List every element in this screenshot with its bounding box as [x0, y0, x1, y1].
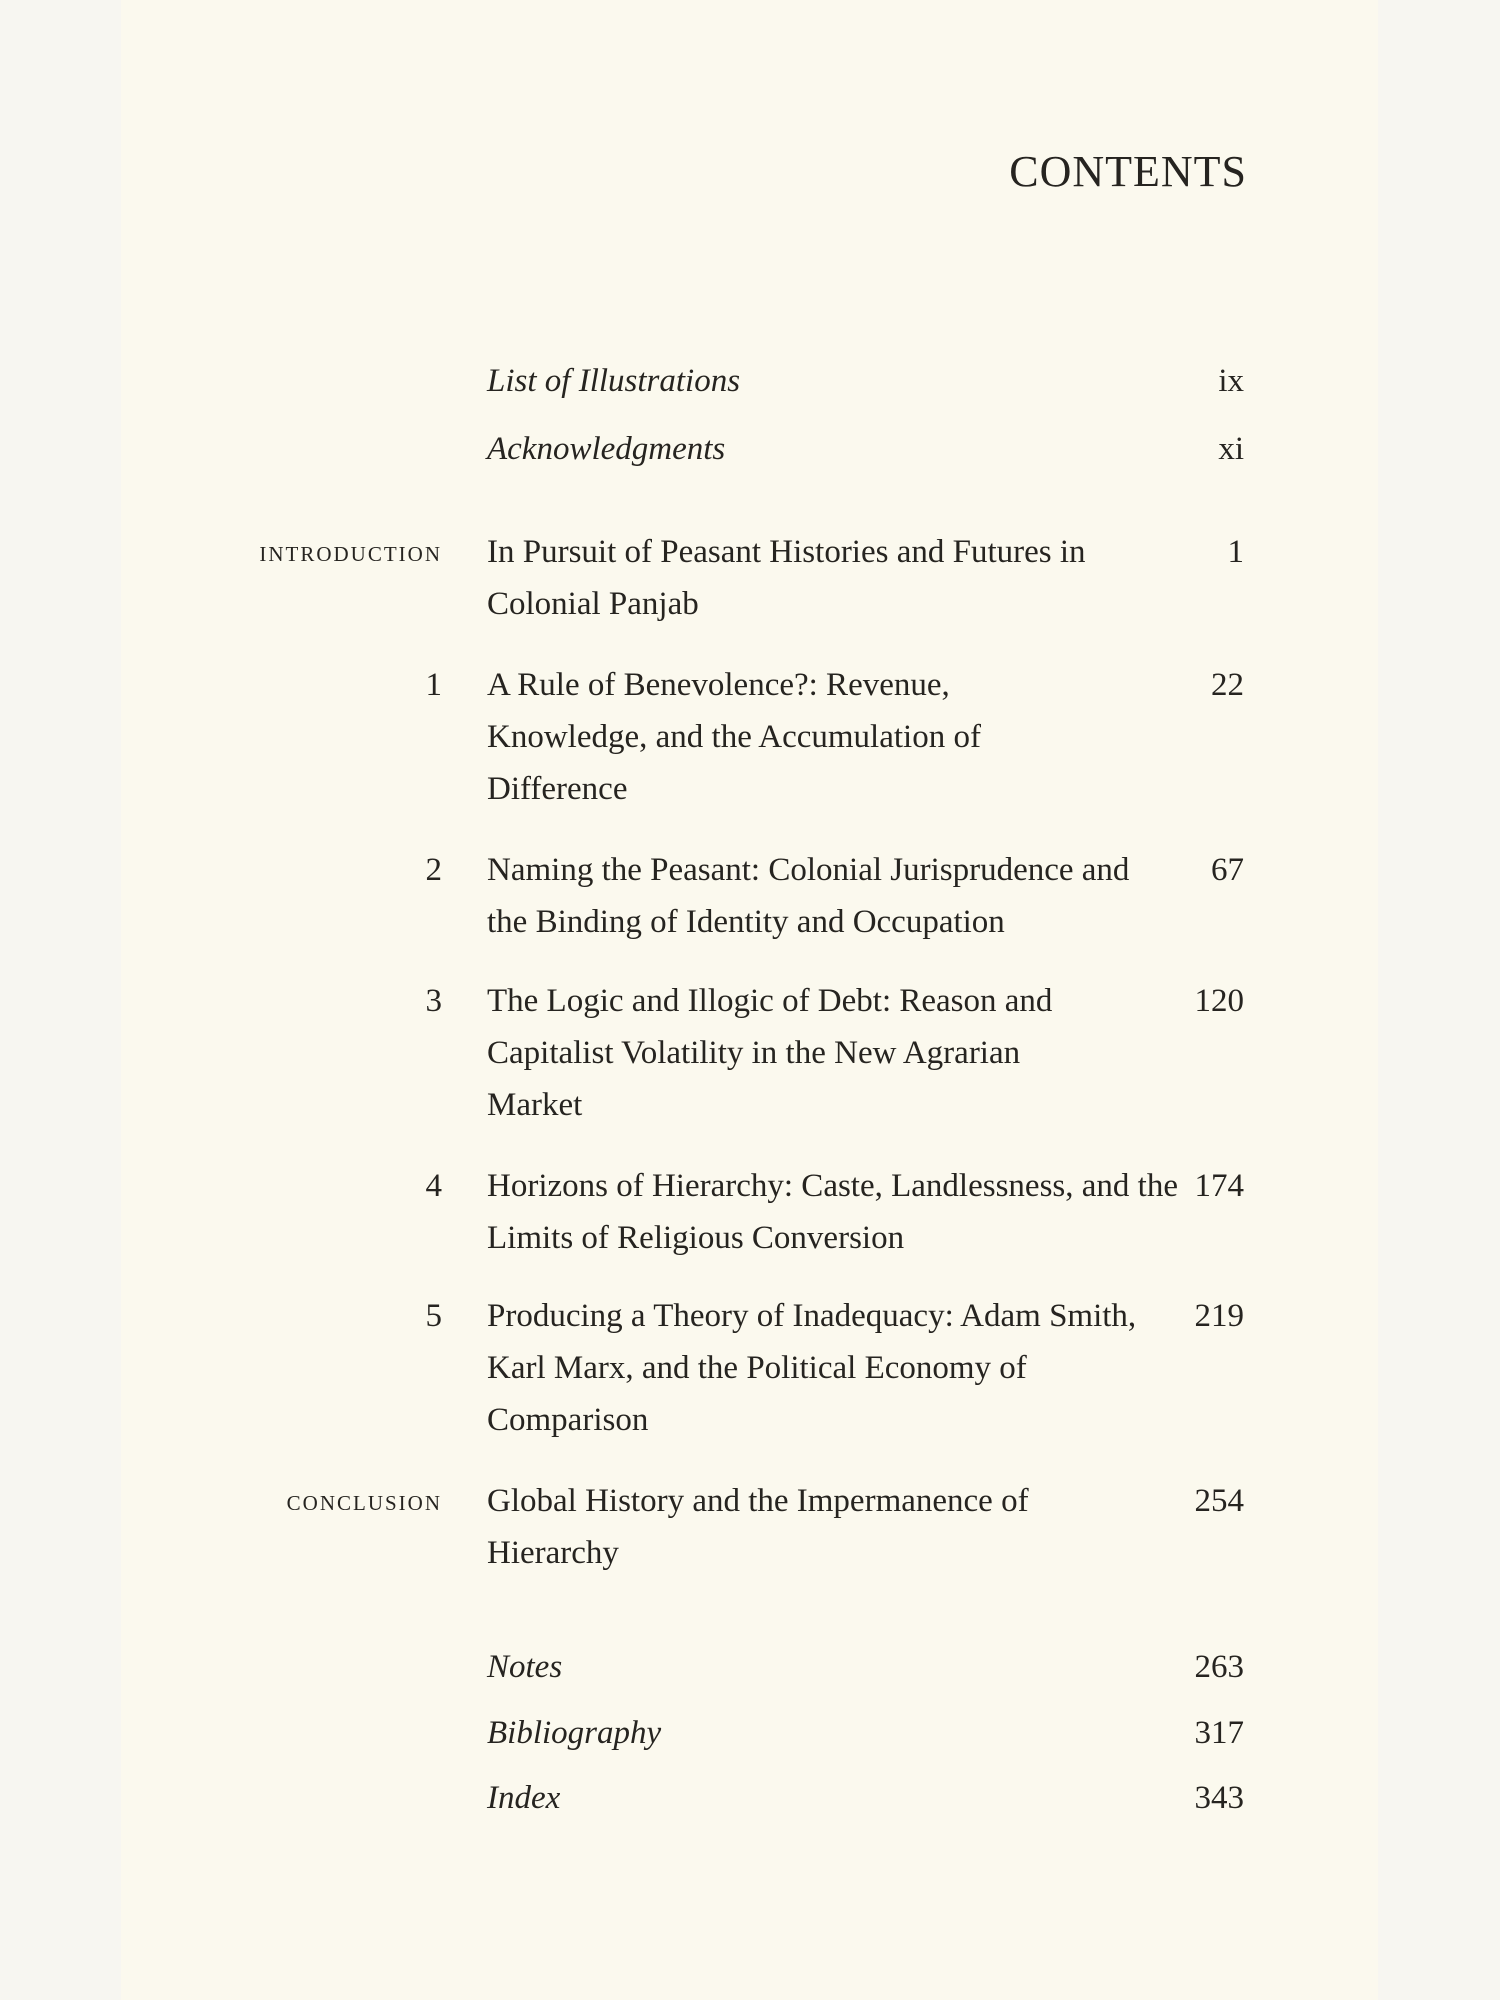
toc-entry-label: 5: [425, 1298, 442, 1334]
toc-entry-page: 174: [1194, 1168, 1244, 1204]
toc-entry-title: Horizons of Hierarchy: Caste, Landlessness, and the Limits of Religious Conversion: [487, 1168, 1178, 1256]
toc-entry-title: Acknowledgments: [487, 431, 726, 467]
page-title: CONTENTS: [1009, 147, 1247, 196]
toc-entry-label: conclusion: [286, 1484, 442, 1517]
toc-entry-title: Index: [487, 1780, 561, 1816]
toc-entry-page: 67: [1211, 852, 1244, 888]
toc-entry-title: Naming the Peasant: Colonial Jurisprudence and the Binding of Identity and Occupation: [487, 852, 1130, 940]
toc-entry-page: 343: [1194, 1780, 1244, 1816]
toc-entry-label: 1: [425, 667, 442, 703]
toc-entry-title: Bibliography: [487, 1715, 662, 1751]
toc-entry-page: xi: [1218, 431, 1244, 467]
toc-entry-label: 3: [425, 983, 442, 1019]
toc-entry-page: 317: [1194, 1715, 1244, 1751]
toc-entry-title: The Logic and Illogic of Debt: Reason and Capitalist Volatility in the New Agrarian Market: [487, 983, 1053, 1123]
toc-entry-title: In Pursuit of Peasant Histories and Futures in Colonial Panjab: [487, 534, 1086, 622]
toc-entry-title: Producing a Theory of Inadequacy: Adam Smith, Karl Marx, and the Political Economy of Comparison: [487, 1298, 1137, 1438]
toc-entry-page: 22: [1211, 667, 1244, 703]
toc-entry-title: Global History and the Impermanence of Hierarchy: [487, 1483, 1029, 1571]
toc-entry-page: ix: [1218, 363, 1244, 399]
toc-entry-page: 219: [1194, 1298, 1244, 1334]
toc-entry-label: introduction: [259, 535, 442, 568]
toc-entry-page: 120: [1194, 983, 1244, 1019]
toc-entry-label: 4: [425, 1168, 442, 1204]
toc-entry-page: 263: [1194, 1649, 1244, 1685]
toc-entry-title: A Rule of Benevolence?: Revenue, Knowledge, and the Accumulation of Difference: [487, 667, 981, 807]
toc-entry-page: 254: [1194, 1483, 1244, 1519]
toc-entry-title: List of Illustrations: [487, 363, 741, 399]
toc-entry-page: 1: [1227, 534, 1244, 570]
toc-entry-label: 2: [425, 852, 442, 888]
toc-entry-title: Notes: [487, 1649, 563, 1685]
